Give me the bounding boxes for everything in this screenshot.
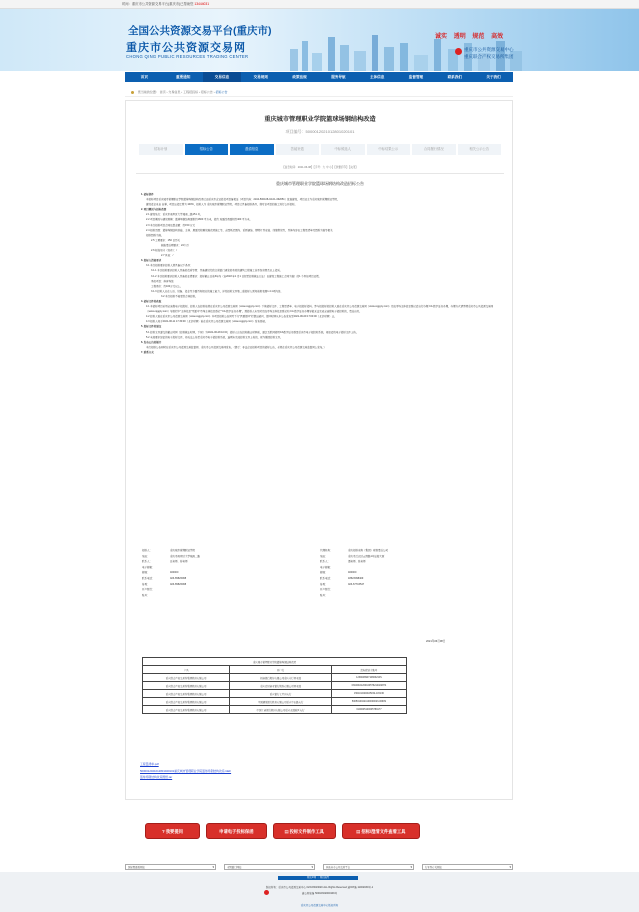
contact-row	[142, 593, 502, 599]
table-header: 户名	[143, 666, 230, 674]
tab-related[interactable]: 相关公示公告	[458, 144, 502, 155]
contact-label: 联系人：	[320, 560, 331, 564]
contact-value: 400000	[170, 571, 179, 575]
contact-info	[142, 548, 502, 598]
table-row	[143, 706, 407, 714]
table-cell: 重庆联合产权交易所集团股份有限公司	[143, 674, 230, 682]
slogan-word: 透明	[453, 34, 466, 40]
section-paragraph: 4.3 招标人将于2021-06-11 17:30:00（北京时间）前在重庆市公共资源交易网（www.cqggzy.com）发布答疑。	[146, 320, 268, 324]
attachments	[140, 761, 231, 781]
section-heading: 4. 招标文件的获取	[141, 299, 162, 303]
section-paragraph: 类似项目：体育场馆	[151, 279, 174, 283]
breadcrumb-item[interactable]: 招标公告	[200, 90, 213, 94]
section-paragraph: 3.2 本次招标不接受联合体投标。	[161, 294, 198, 298]
section-paragraph: 5.2 未按要求加密的电子投标文件，将无法上传至重庆市电子招投标系统，逾期未完成投标文件上传的，视为撤回投标文件。	[146, 335, 283, 339]
center-name: 重庆市公共资源交易中心	[464, 47, 514, 52]
section-paragraph: 缺陷责任期要求：24个月	[161, 243, 189, 247]
contact-value: 023-67703547	[348, 582, 365, 586]
divider	[136, 173, 504, 174]
contact-value: 023-65826068	[170, 576, 187, 580]
table-cell: 重庆联合产权交易所集团股份有限公司	[143, 698, 230, 706]
table-cell: 123904890710806210S	[331, 674, 406, 682]
contact-label: 账号：	[320, 593, 328, 597]
platform-title: 全国公共资源交易平台(重庆市)	[128, 25, 272, 37]
ask-question-button[interactable]: ?我要提问	[145, 823, 200, 839]
tab-contract[interactable]: 合同履行情况	[412, 144, 456, 155]
nav-item-trade-info[interactable]: 交易信息	[203, 72, 242, 82]
contact-label: 开户银行：	[142, 588, 155, 592]
tab-qa[interactable]: 答疑补遗	[276, 144, 320, 155]
slogan-word: 规范	[472, 34, 485, 40]
select-industry-sites[interactable]: 行业性有关网站 ▾	[422, 864, 513, 870]
table-cell: 重庆银行七星岗支行	[230, 690, 332, 698]
contact-value	[170, 593, 320, 599]
section-paragraph: 招标图纸为准。	[146, 233, 164, 237]
tab-announcement[interactable]: 招标公告	[185, 144, 229, 155]
table-cell: 招商银行股份有限公司重庆分行营业部	[230, 674, 332, 682]
tab-plan[interactable]: 招标计划	[139, 144, 183, 155]
breadcrumb-item[interactable]: 首页	[159, 90, 166, 94]
police-record: 渝公网安备 50010302000109号	[301, 892, 338, 895]
owner-line: 重庆市公共资源交易中心版权所有	[300, 904, 339, 907]
doc-viewer-button[interactable]: ▤招标/澄清文件查看工具	[342, 823, 420, 839]
nav-item-contact[interactable]: 联系我们	[447, 75, 462, 79]
section-paragraph: 3.1.3 投标人应在人员、设备、资金等方面具有相应的施工能力，详见招标文件第二章投标人须知前附表第1.4.1项内容。	[151, 289, 283, 293]
question-icon: ?	[162, 829, 165, 834]
section-paragraph: 本次招标公告同时在重庆市公共资源交易监督网、重庆市公共资源交易网发布。（提示：非法企业招标项目的招标公告，必须在重庆市公共资源交易监督网上发布。）	[146, 345, 327, 349]
section-paragraph: 2.4 招标范围：篮球场钢结构基础、主体、屋面及附属设施改造施工等，含图纸范围内、重新铺装、照明灯具安装、线缆敷设等，具体内容以工程量清单及图纸为准等相关	[146, 228, 333, 232]
section-heading: 2. 项目概况与招标范围	[141, 208, 167, 212]
slogan-word: 高效	[491, 34, 504, 40]
tab-candidates[interactable]: 中标候选人	[321, 144, 365, 155]
article-body	[141, 192, 501, 355]
select-ministry-sites[interactable]: 国家级部委网站 ▾	[125, 864, 216, 870]
nav-item-supervision[interactable]: 监督管理	[408, 75, 424, 79]
section-heading: 7. 联系方式	[141, 350, 154, 354]
contact-label: 联系电话：	[320, 576, 333, 580]
footer	[0, 872, 639, 912]
section-heading: 5. 投标文件的递交	[141, 325, 162, 329]
top-bar	[0, 0, 639, 9]
header-banner	[0, 9, 639, 71]
contact-value: 重庆城市管理职业学院	[170, 549, 196, 552]
contact-value: 重庆招标采购（集团）有限责任公司	[348, 549, 389, 552]
section-paragraph: 本招标项目重庆城市管理职业学院篮球场钢结构改造已由重庆市企业投资项目备案证（项目代码：2104-500108-04-01-362051）批准建设，项目业主为重庆城市管理职业学院，	[146, 198, 340, 202]
section-paragraph: 2.3 本次招标项目合同估算金额：约150 万元	[146, 223, 196, 227]
nav-item-about[interactable]: 关于我们	[486, 75, 501, 79]
contact-value	[348, 593, 498, 599]
section-paragraph: 4.1 本招标项目采用全流程电子招投标，投标人在投标前须在重庆市公共资源交易网（www.cqggzy.com）下载招标文件、工程量清单、电子招投标资料。参与招投标的投标人需在重庆市公共资源交易网（www.cqggzy.com）完成市场主体信息登记后自行办理 CA 数字证书办理，办理方式请参照重庆市公共资源交易网（www.cqggzy.com）导航栏中"主体信息"页面中"市场主体信息登记""CA 数字证书办理"。那投标人未及时完成市场主体信息登记和 CA 数字证书办理导致无法完成全流程电子招投标的，责任自负。	[146, 305, 494, 314]
contact-label: 地址：	[142, 554, 150, 558]
table-header: 投标保证金账号	[331, 666, 406, 674]
table-cell: 中国建设银行股份有限公司重庆中山路支行	[230, 698, 332, 706]
section-paragraph: 2.6 标段划分（如有）：/	[151, 249, 178, 253]
section-paragraph: 4.2 投标人需在重庆市公共资源交易网（www.cqggzy.com）本项目招标公告网页下方"我要提问"栏提出疑问，提问时间从本公告发布至2021-06-09 17:00:00（北京时间）止。	[146, 315, 337, 319]
section-paragraph: 2.7 其他：/	[161, 254, 174, 258]
attachment-link[interactable]: 5000012021012801020101重庆城市管理职业学院篮球场钢结构改造.GEF	[140, 768, 232, 773]
related-links	[125, 864, 513, 870]
select-city-sites[interactable]: 市级部门网站 ▾	[224, 864, 315, 870]
table-row	[143, 674, 407, 682]
contact-value: 18523098409	[348, 576, 364, 580]
main-nav	[125, 72, 513, 82]
section-paragraph: 2.2 项目概况与建设规模：篮球场钢结构面积约1800 平方米，投约 地面改造面积约400 平方米。	[146, 218, 252, 222]
section-heading: 1. 招标条件	[141, 193, 154, 196]
table-cell: 重庆联合产权交易所集团股份有限公司	[143, 706, 230, 714]
tab-result[interactable]: 中标结果公示	[367, 144, 411, 155]
table-header: 开户行	[230, 666, 332, 674]
breadcrumb-item[interactable]: 交易信息	[168, 90, 181, 94]
table-cell: 中国工商银行股份有限公司重庆北部新区支行	[230, 706, 332, 714]
contact-label: 开户银行：	[320, 588, 333, 592]
select-other-platforms[interactable]: 其他省市公共交易平台 ▾	[323, 864, 414, 870]
contact-label: 邮编：	[142, 571, 150, 575]
section-paragraph: 3.1.1 本次招标要求投标人具备的资质等级：具备建设行政主管部门颁发的有效的建筑工程施工总承包叁级及以上资质。	[151, 269, 283, 273]
contact-value: 汪老师、彭老师	[170, 560, 188, 564]
table-title: 重庆城市管理职业学院篮球场钢结构改造	[143, 658, 407, 666]
section-paragraph: 3.1 本次招标要求投标人须具备以下条件：	[146, 264, 193, 268]
document-title: 重庆城市管理职业学院篮球场钢结构改造招标公告	[276, 181, 364, 186]
nav-item-service[interactable]: 服务导航	[331, 75, 346, 79]
table-cell: 重庆联合产权交易所集团股份有限公司	[143, 690, 230, 698]
attachment-link[interactable]: 篮球场钢结构改造图纸.rar	[140, 775, 173, 779]
section-paragraph: 2.5 工期要求：150 日历天	[151, 238, 181, 242]
table-cell: 03040101200100576214022874	[331, 682, 406, 690]
contact-label: 电子邮箱：	[320, 565, 333, 569]
nav-item-home[interactable]: 首页	[140, 75, 148, 79]
table-cell: 3100005100005789177	[331, 706, 406, 714]
table-cell: 50050100424100000023-00909	[331, 698, 406, 706]
group-name: 重庆联合产权交易所集团	[464, 54, 514, 59]
slogan	[435, 31, 508, 40]
article-panel	[125, 100, 513, 800]
contact-label: 招标人：	[142, 549, 153, 552]
contact-value: 谭老师、张老师	[348, 560, 366, 564]
copyright: 版权所有：重庆市公共资源交易中心 023-63613020 ALL Rights Reserved 渝ICP备 11002030号-1	[265, 886, 374, 889]
nav-item-subjects[interactable]: 主体信息	[369, 75, 385, 79]
breadcrumb-item[interactable]: 工程招投标	[183, 90, 199, 94]
breadcrumb-prefix: 您当前的位置：	[137, 90, 159, 94]
document-icon: ▤	[356, 829, 361, 834]
action-buttons	[145, 823, 420, 839]
section-paragraph: 5.1 投标文件递交的截止时间（投标截止时间，下同）为2021-06-28 10:00，投标人应在投标截止时间前，通过互联网使用CA数字证书登录重庆市电子招投标系统，将加密的电子投标文件上传。	[146, 330, 359, 334]
table-cell: 重庆农村商业银行股份有限公司营业部	[230, 682, 332, 690]
nav-item-rules[interactable]: 交易规则	[253, 75, 268, 79]
contact-value: 400000	[348, 571, 357, 575]
table-cell: 重庆联合产权交易所集团股份有限公司	[143, 682, 230, 690]
nav-item-policy[interactable]: 政策法规	[292, 75, 307, 79]
guarantee-account-table	[142, 657, 407, 714]
table-row	[143, 690, 407, 698]
contact-label: 联系电话：	[142, 576, 155, 580]
e-guarantee-button[interactable]: 申请电子投标保函	[206, 823, 267, 839]
stage-tabs	[139, 144, 501, 155]
article-meta: 【信息时间：2021-06-08】【字号：大 中 小】【我要打印】【关闭】	[282, 166, 358, 169]
tab-clarification[interactable]: 澄清信息	[230, 144, 274, 155]
footer-links[interactable]: 网站声明 ｜ 网站地图	[278, 876, 358, 880]
contact-label: 账号：	[142, 593, 150, 597]
contact-value: 023-65826068	[170, 582, 187, 586]
slogan-word: 诚实	[435, 34, 448, 40]
contact-label: 邮编：	[320, 571, 328, 575]
section-paragraph: 3.1.2 本次招标要求投标人具备的业绩要求：投标截止日前3年内（自2018 年1 月1 日起至投标截止日止）以建设工程施工合同为准）的1 个类似项目业绩。	[151, 274, 322, 278]
breadcrumb-current: 招标公告	[215, 90, 228, 94]
contact-label: 传真：	[142, 582, 150, 586]
contact-label: 电子邮箱：	[142, 565, 155, 569]
site-title: 重庆市公共资源交易网	[126, 42, 246, 54]
table-row	[143, 682, 407, 690]
breadcrumb: 您当前的位置： 首页 › 交易信息 › 工程招投标 › 招标公告 › 招标公告	[125, 87, 513, 97]
document-icon: ▤	[284, 829, 289, 834]
center-logo-icon	[455, 48, 462, 55]
visit-label: 时间：重庆市公共资源交易平台(重庆市)已帮助您	[122, 2, 194, 6]
section-heading: 6. 发布公告的媒介	[141, 340, 162, 344]
nav-item-notices[interactable]: 重要通知	[176, 75, 191, 79]
contact-value: 重庆市南岸区大学城南二路	[170, 554, 201, 558]
visit-count: 13444031	[194, 2, 210, 6]
attachment-link[interactable]: 工程量清单.pdf	[140, 762, 159, 766]
contact-label: 代理机构：	[320, 549, 333, 552]
site-title-en: CHONG QING PUBLIC RESOURCES TRADING CENTER	[126, 54, 249, 59]
contact-label: 地址：	[320, 554, 328, 558]
page-title: 重庆城市管理职业学院篮球场钢结构改造	[264, 116, 376, 123]
section-paragraph: 2.1 建设地点：重庆市南岸区大学城南二路151 号。	[146, 213, 203, 217]
section-heading: 3. 投标人资格要求	[141, 259, 162, 263]
project-number: 项目编号：5000012021012801020101	[285, 129, 355, 134]
location-icon	[131, 91, 134, 94]
contact-value: 重庆市江北区五简路1号诺海大厦	[348, 554, 385, 558]
table-row	[143, 698, 407, 706]
bid-tool-button[interactable]: ▤投标文件制作工具	[273, 823, 336, 839]
contact-label: 联系人：	[142, 560, 153, 564]
section-paragraph: 工程造价：约100万元以上。	[151, 284, 183, 288]
table-cell: 1501010400105152-115136	[331, 690, 406, 698]
publish-date: 2021年06月08日	[426, 640, 446, 643]
section-paragraph: 建设资金来自 自筹，项目出资比例为 100%，招标人为 重庆城市管理职业学院。项目已具备招标条件，现对该项目的施工进行公开招标。	[146, 203, 297, 207]
center-info	[464, 46, 514, 60]
contact-label: 传真：	[320, 582, 328, 586]
